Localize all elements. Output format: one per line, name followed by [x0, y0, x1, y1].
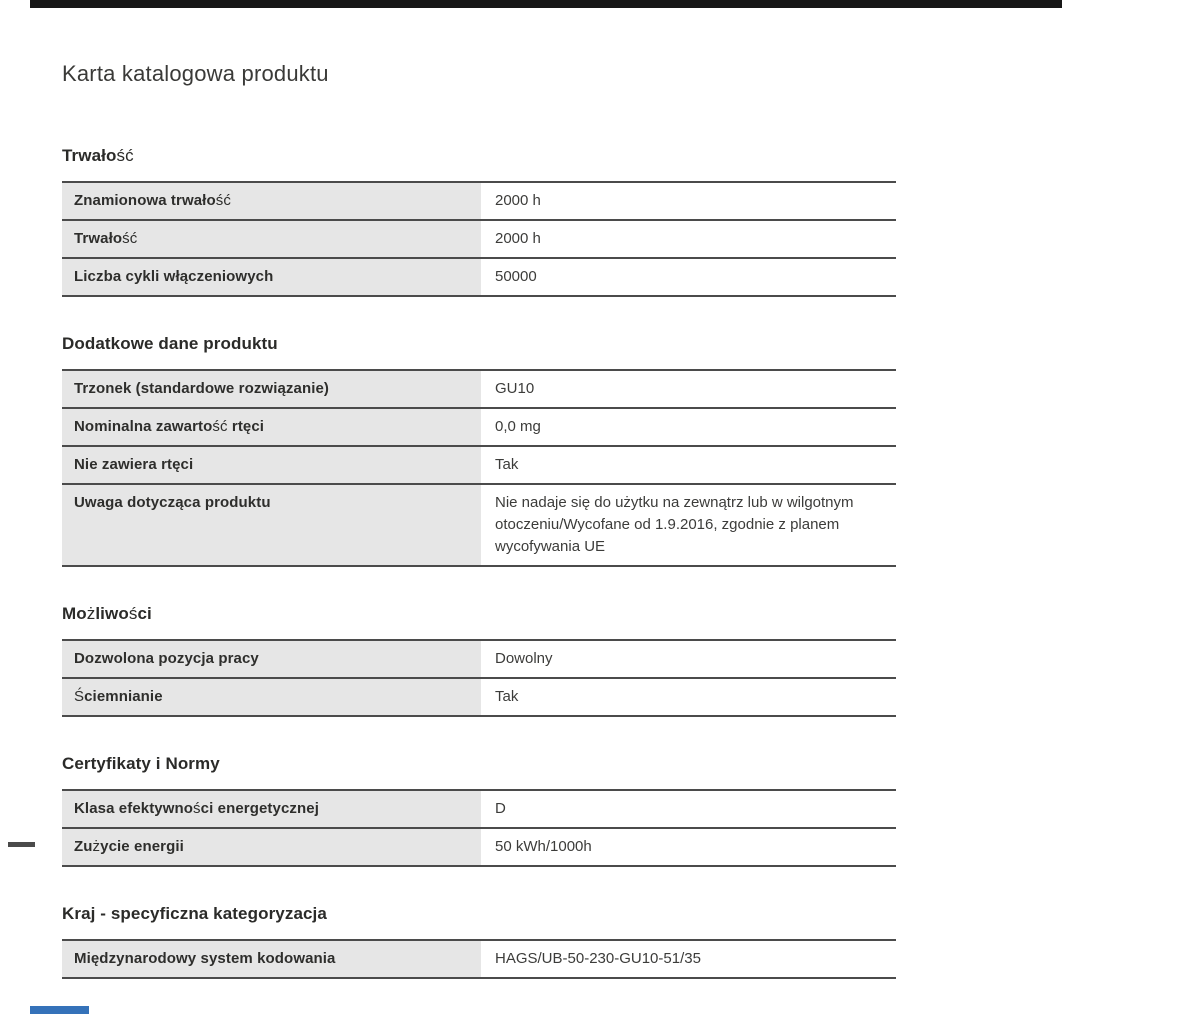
row-value: D	[495, 800, 506, 817]
section-heading: Certyfikaty i Normy	[62, 754, 220, 773]
section-heading: Możliwości	[62, 604, 152, 623]
row-value: 0,0 mg	[495, 418, 541, 435]
spec-table	[62, 369, 896, 567]
table-row	[62, 369, 896, 407]
row-label: Liczba cykli włączeniowych	[62, 259, 481, 295]
section-2	[62, 603, 896, 717]
table-row	[62, 789, 896, 827]
row-value: HAGS/UB-50-230-GU10-51/35	[495, 950, 701, 967]
row-label: Trzonek (standardowe rozwiązanie)	[62, 371, 481, 407]
row-value: Tak	[495, 456, 519, 473]
row-value: 50 kWh/1000h	[495, 838, 592, 855]
row-value: Nie nadaje się do użytku na zewnątrz lub w wilgotnym otoczeniu/Wycofane od 1.9.2016, zgodnie z planem wycofywania UE	[495, 494, 854, 555]
table-row	[62, 445, 896, 483]
left-edge-dash	[8, 842, 35, 847]
table-row	[62, 677, 896, 715]
row-value: 2000 h	[495, 192, 541, 209]
row-value: Dowolny	[495, 650, 553, 667]
row-label: Zużycie energii	[62, 829, 481, 865]
table-row	[62, 181, 896, 219]
spec-table	[62, 939, 896, 979]
row-label: Międzynarodowy system kodowania	[62, 941, 481, 977]
spec-table	[62, 789, 896, 867]
table-row	[62, 483, 896, 565]
section-4	[62, 903, 896, 979]
table-row	[62, 257, 896, 295]
row-value: Tak	[495, 688, 519, 705]
row-label: Trwałość	[62, 221, 481, 257]
row-label: Nominalna zawartość rtęci	[62, 409, 481, 445]
table-row	[62, 939, 896, 977]
datasheet-page	[62, 0, 896, 979]
spec-table	[62, 181, 896, 297]
section-heading: Trwałość	[62, 146, 134, 165]
sections-container	[62, 145, 896, 979]
row-value: 2000 h	[495, 230, 541, 247]
row-label: Znamionowa trwałość	[62, 183, 481, 219]
row-label: Dozwolona pozycja pracy	[62, 641, 481, 677]
table-row	[62, 827, 896, 865]
row-label: Klasa efektywności energetycznej	[62, 791, 481, 827]
table-row	[62, 219, 896, 257]
page-title: Karta katalogowa produktu	[62, 61, 329, 86]
row-label: Ściemnianie	[62, 679, 481, 715]
section-0	[62, 145, 896, 297]
table-row	[62, 639, 896, 677]
row-label: Nie zawiera rtęci	[62, 447, 481, 483]
row-value: 50000	[495, 268, 537, 285]
section-heading: Dodatkowe dane produktu	[62, 334, 278, 353]
section-3	[62, 753, 896, 867]
row-label: Uwaga dotycząca produktu	[62, 485, 481, 565]
table-row	[62, 407, 896, 445]
section-heading: Kraj - specyficzna kategoryzacja	[62, 904, 327, 923]
row-value: GU10	[495, 380, 535, 397]
section-1	[62, 333, 896, 567]
spec-table	[62, 639, 896, 717]
bottom-edge-bar	[30, 1006, 89, 1014]
